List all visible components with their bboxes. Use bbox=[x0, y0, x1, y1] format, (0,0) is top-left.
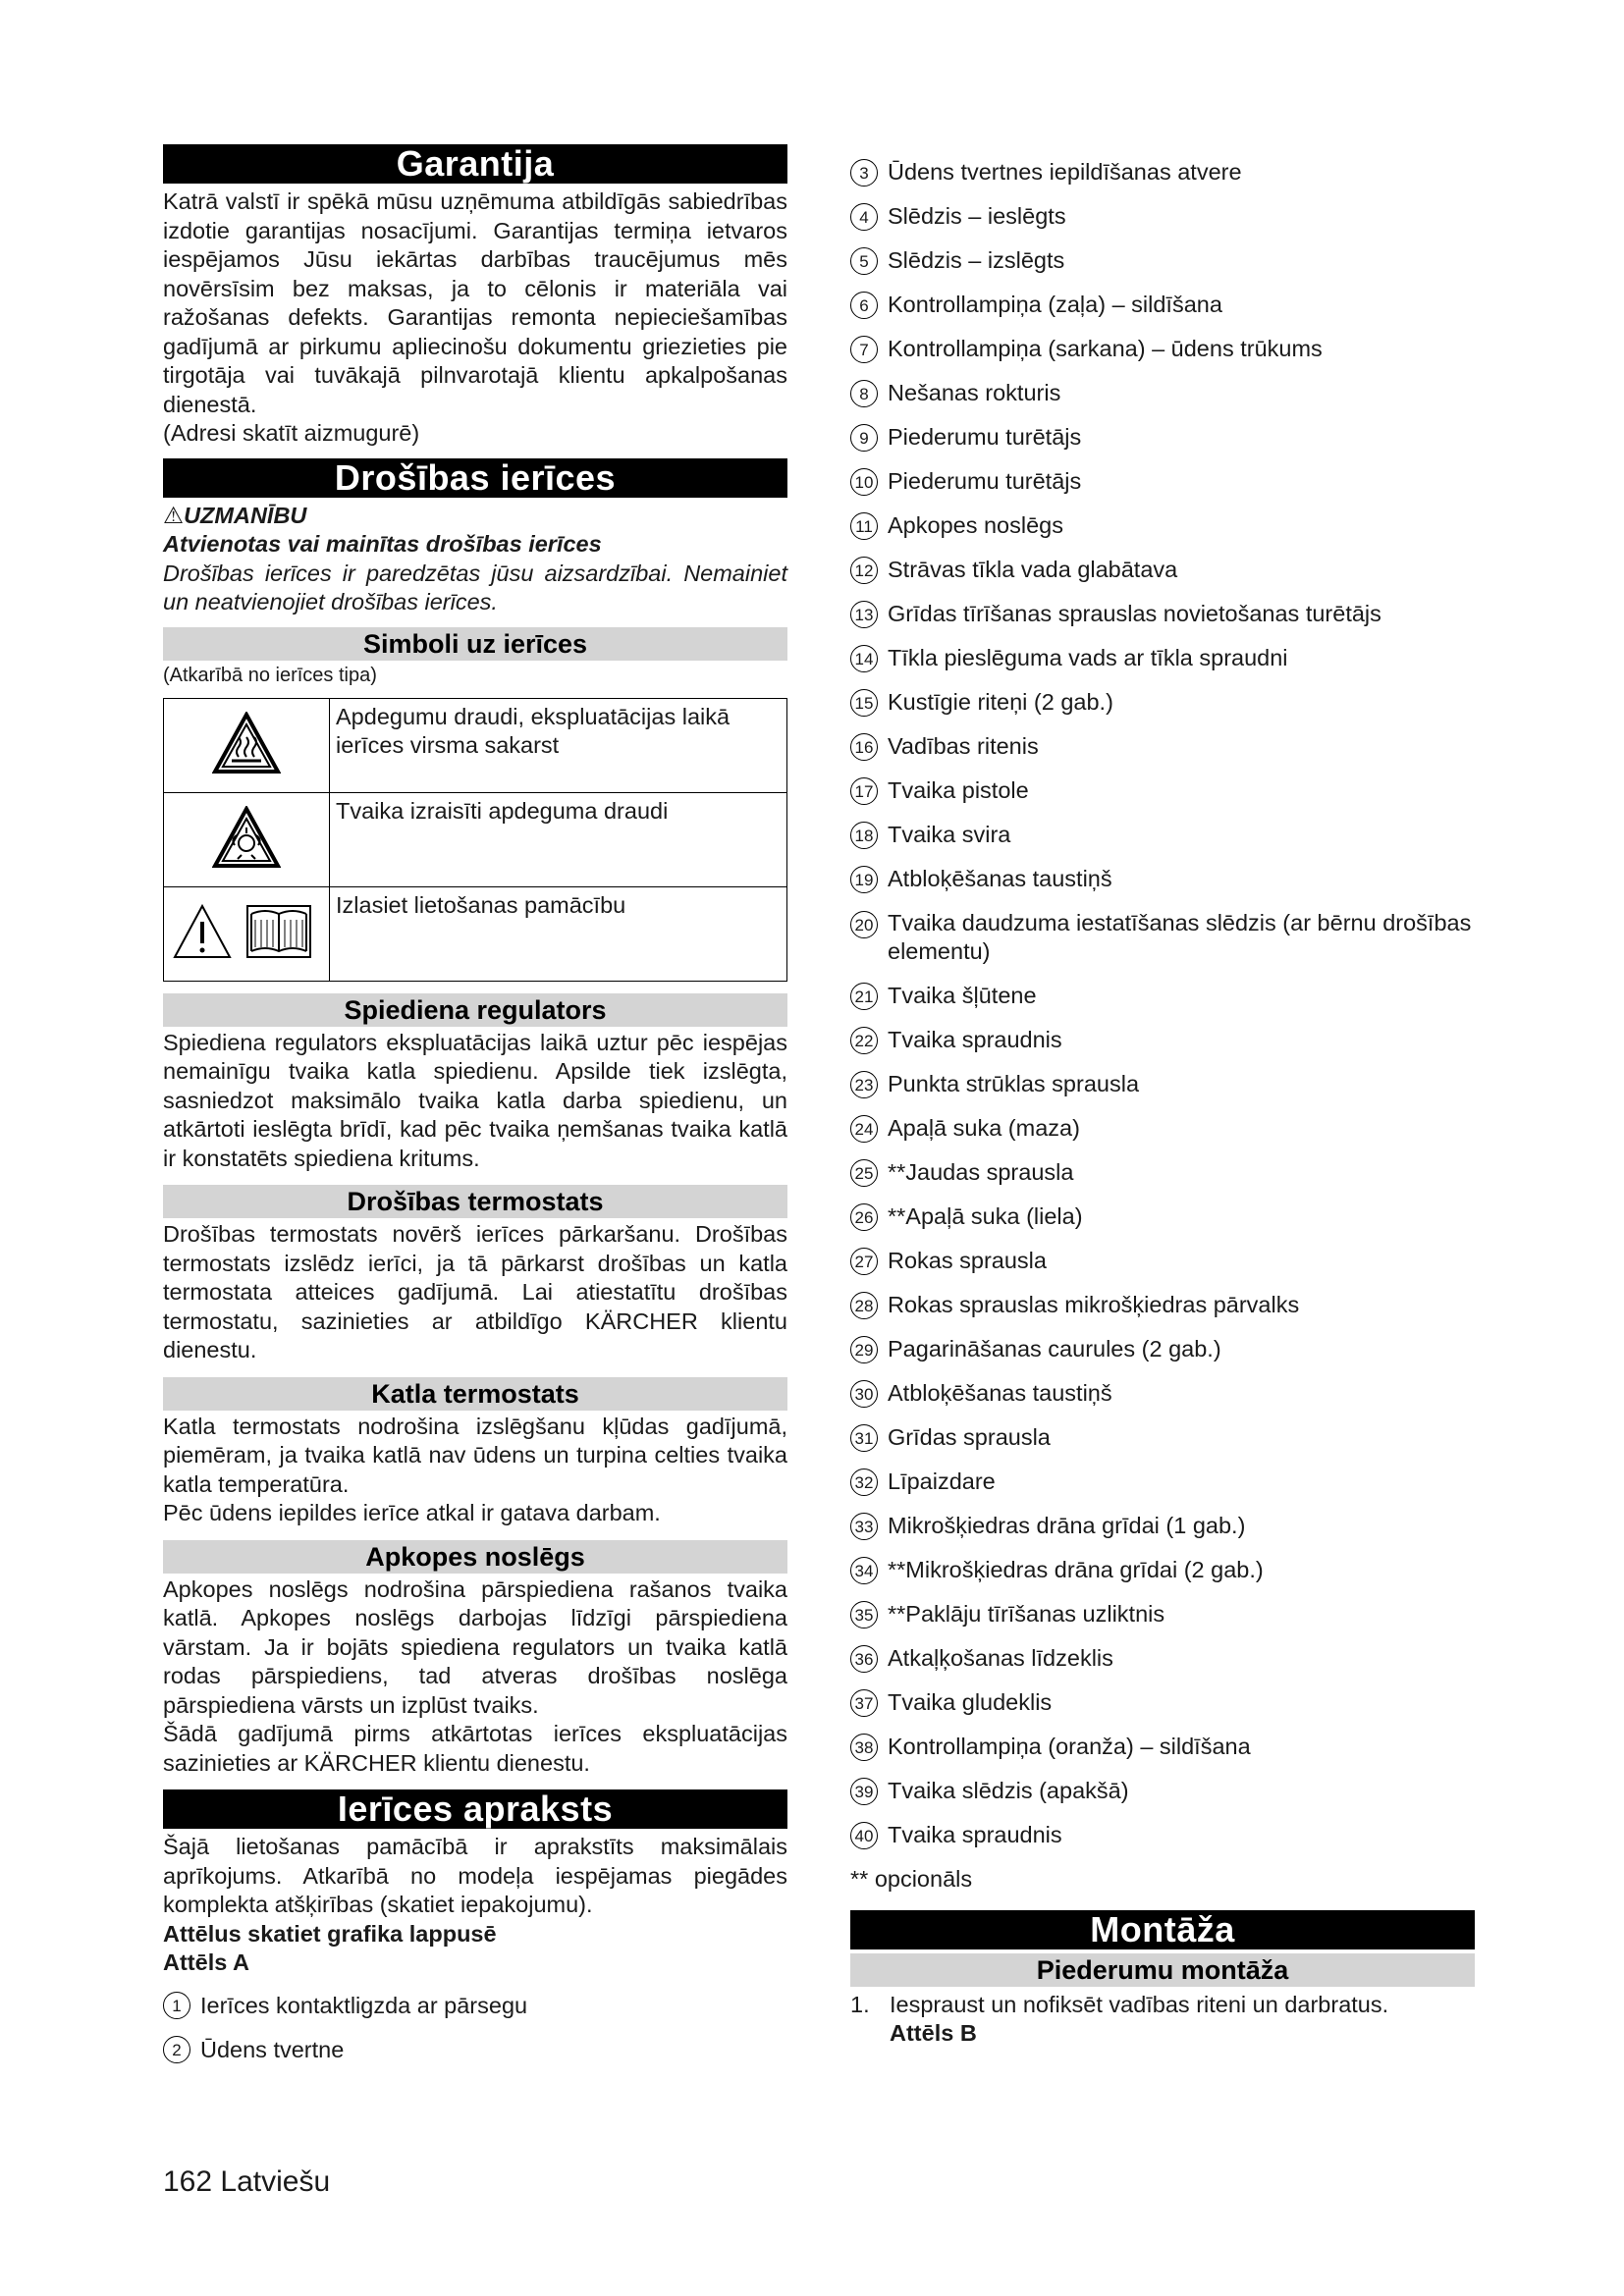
item-number: 23 bbox=[850, 1071, 878, 1098]
item-label: Strāvas tīkla vada glabātava bbox=[888, 557, 1178, 582]
list-item bbox=[850, 467, 1475, 496]
item-label: **Jaudas sprausla bbox=[888, 1159, 1074, 1185]
apkopes-heading: Apkopes noslēgs bbox=[163, 1540, 787, 1574]
list-item bbox=[163, 2036, 787, 2064]
symbols-table bbox=[163, 698, 787, 982]
apkopes-text: Apkopes noslēgs nodrošina pārspiediena rašanos tvaika katlā. Apkopes noslēgs darbojas līdzīgi pārspiediena vārstam. Ja ir bojāts spiediena regulators un tvaika katlā rodas pārspiediens, tad atveras drošības noslēga pārspiediena vārsts un izplūst tvaiks. bbox=[163, 1575, 787, 1718]
list-item bbox=[850, 1114, 1475, 1143]
list-item bbox=[850, 423, 1475, 452]
item-label: Piederumu turētājs bbox=[888, 424, 1082, 450]
item-number: 39 bbox=[850, 1778, 878, 1805]
list-item bbox=[850, 732, 1475, 761]
item-number: 36 bbox=[850, 1645, 878, 1673]
spiediena-heading: Spiediena regulators bbox=[163, 993, 787, 1027]
item-number: 2 bbox=[163, 2036, 190, 2063]
item-label: Vadības ritenis bbox=[888, 733, 1039, 759]
item-number: 7 bbox=[850, 336, 878, 363]
item-number: 13 bbox=[850, 601, 878, 628]
item-number: 21 bbox=[850, 983, 878, 1010]
item-number: 16 bbox=[850, 733, 878, 761]
symbol-text: Izlasiet lietošanas pamācību bbox=[330, 886, 787, 981]
item-label: Ūdens tvertnes iepildīšanas atvere bbox=[888, 159, 1242, 185]
step-figure-ref: Attēls B bbox=[890, 2019, 977, 2046]
item-number: 11 bbox=[850, 512, 878, 540]
apkopes-text-2: Šādā gadījumā pirms atkārtotas ierīces ekspluatācijas sazinieties ar KÄRCHER klientu dienestu. bbox=[163, 1721, 787, 1776]
item-number: 14 bbox=[850, 645, 878, 672]
list-item bbox=[850, 291, 1475, 319]
right-column bbox=[850, 158, 1475, 2048]
item-number: 29 bbox=[850, 1336, 878, 1363]
list-item bbox=[850, 1644, 1475, 1673]
list-item bbox=[850, 556, 1475, 584]
list-item bbox=[850, 1026, 1475, 1054]
item-number: 19 bbox=[850, 866, 878, 893]
item-label: Atbloķēšanas taustiņš bbox=[888, 1380, 1112, 1406]
list-item bbox=[163, 1992, 787, 2020]
katla-heading: Katla termostats bbox=[163, 1377, 787, 1411]
list-item bbox=[850, 1379, 1475, 1408]
list-item bbox=[850, 644, 1475, 672]
warning-text: Drošības ierīces ir paredzētas jūsu aizsardzībai. Nemainiet un neatvienojiet drošības ierīces. bbox=[163, 560, 787, 614]
item-label: **Apaļā suka (liela) bbox=[888, 1203, 1083, 1229]
item-label: Kontrollampiņa (oranža) – sildīšana bbox=[888, 1734, 1251, 1759]
optional-note: ** opcionāls bbox=[850, 1866, 973, 1892]
list-item bbox=[850, 688, 1475, 717]
list-item bbox=[850, 1556, 1475, 1584]
page-number: 162 bbox=[163, 2165, 213, 2198]
caution-label: ⚠UZMANĪBU bbox=[163, 502, 307, 528]
item-number: 9 bbox=[850, 424, 878, 452]
read-manual-icon bbox=[164, 886, 330, 981]
item-number: 5 bbox=[850, 247, 878, 275]
item-number: 26 bbox=[850, 1203, 878, 1231]
item-number: 4 bbox=[850, 203, 878, 231]
item-number: 10 bbox=[850, 468, 878, 496]
symbol-row bbox=[164, 698, 787, 792]
list-item bbox=[850, 511, 1475, 540]
item-label: Tvaika daudzuma iestatīšanas slēdzis (ar bērnu drošības elementu) bbox=[888, 910, 1472, 964]
item-label: Rokas sprausla bbox=[888, 1248, 1047, 1273]
step-content bbox=[890, 1991, 1388, 2048]
item-label: Punkta strūklas sprausla bbox=[888, 1071, 1140, 1096]
termostats-heading: Drošības termostats bbox=[163, 1185, 787, 1218]
list-item bbox=[850, 1821, 1475, 1849]
item-label: Atbloķēšanas taustiņš bbox=[888, 866, 1112, 891]
symbol-text: Apdegumu draudi, ekspluatācijas laikā ierīces virsma sakarst bbox=[330, 698, 787, 792]
figure-a-label: Attēls A bbox=[163, 1949, 249, 1975]
list-item bbox=[850, 158, 1475, 187]
item-label: Slēdzis – ieslēgts bbox=[888, 203, 1066, 229]
item-number: 37 bbox=[850, 1689, 878, 1717]
item-label: Rokas sprauslas mikrošķiedras pārvalks bbox=[888, 1292, 1300, 1317]
list-item bbox=[850, 982, 1475, 1010]
list-item bbox=[850, 1423, 1475, 1452]
item-label: Tvaika svira bbox=[888, 822, 1011, 847]
item-number: 33 bbox=[850, 1513, 878, 1540]
item-number: 31 bbox=[850, 1424, 878, 1452]
garantija-text: Katrā valstī ir spēkā mūsu uzņēmuma atbildīgās sabiedrības izdotie garantijas nosacījumi. Garantijas termiņa ietvaros iespējamos Jūsu iekārtas darbības traucējumus mēs novērsīsim bez maksas, ja to cēlonis ir materiāla vai ražošanas defekts. Garantijas remonta nepieciešamības gadījumā ar pirkumu apliecinošu dokumentu griezieties pie tirgotāja vai tuvākajā pilnvarotajā klientu apkalpošanas dienestā. bbox=[163, 188, 787, 417]
item-number: 40 bbox=[850, 1822, 878, 1849]
item-label: Līpaizdare bbox=[888, 1468, 996, 1494]
step-number: 1. bbox=[850, 1991, 870, 2017]
item-label: Slēdzis – izslēgts bbox=[888, 247, 1065, 273]
list-item bbox=[850, 379, 1475, 407]
list-item bbox=[850, 1202, 1475, 1231]
item-label: Atkaļķošanas līdzeklis bbox=[888, 1645, 1113, 1671]
item-number: 38 bbox=[850, 1734, 878, 1761]
step-1 bbox=[850, 1991, 1475, 2048]
item-number: 27 bbox=[850, 1248, 878, 1275]
item-number: 1 bbox=[163, 1992, 190, 2019]
item-number: 22 bbox=[850, 1027, 878, 1054]
item-number: 28 bbox=[850, 1292, 878, 1319]
item-label: Kustīgie riteņi (2 gab.) bbox=[888, 689, 1113, 715]
item-label: Apaļā suka (maza) bbox=[888, 1115, 1080, 1141]
item-label: Grīdas sprausla bbox=[888, 1424, 1051, 1450]
item-number: 34 bbox=[850, 1557, 878, 1584]
item-number: 15 bbox=[850, 689, 878, 717]
item-number: 20 bbox=[850, 911, 878, 938]
list-item bbox=[850, 246, 1475, 275]
garantija-heading: Garantija bbox=[163, 144, 787, 184]
piederumu-heading: Piederumu montāža bbox=[850, 1953, 1475, 1987]
parts-list-right bbox=[850, 158, 1475, 1849]
symbol-row bbox=[164, 792, 787, 886]
apraksts-heading: Ierīces apraksts bbox=[163, 1789, 787, 1829]
item-label: Tīkla pieslēguma vads ar tīkla spraudni bbox=[888, 645, 1288, 670]
parts-list-left bbox=[163, 1992, 787, 2064]
figures-reference: Attēlus skatiet grafika lappusē bbox=[163, 1920, 497, 1947]
item-label: Tvaika pistole bbox=[888, 777, 1029, 803]
list-item bbox=[850, 776, 1475, 805]
footer-language: Latviešu bbox=[220, 2165, 331, 2198]
page-footer bbox=[163, 2165, 330, 2199]
item-number: 12 bbox=[850, 557, 878, 584]
list-item bbox=[850, 1335, 1475, 1363]
garantija-address-note: (Adresi skatīt aizmugurē) bbox=[163, 420, 420, 446]
item-label: Mikrošķiedras drāna grīdai (1 gab.) bbox=[888, 1513, 1246, 1538]
item-number: 17 bbox=[850, 777, 878, 805]
list-item bbox=[850, 1158, 1475, 1187]
list-item bbox=[850, 865, 1475, 893]
item-number: 3 bbox=[850, 159, 878, 187]
item-number: 35 bbox=[850, 1601, 878, 1629]
item-label: **Paklāju tīrīšanas uzliktnis bbox=[888, 1601, 1165, 1627]
warning-title: Atvienotas vai mainītas drošības ierīces bbox=[163, 531, 602, 557]
list-item bbox=[850, 1468, 1475, 1496]
list-item bbox=[850, 202, 1475, 231]
item-label: Grīdas tīrīšanas sprauslas novietošanas turētājs bbox=[888, 601, 1381, 626]
apraksts-text: Šajā lietošanas pamācībā ir aprakstīts maksimālais aprīkojums. Atkarībā no modeļa iespējamas piegādes komplekta atšķirības (skatiet iepakojumu). bbox=[163, 1834, 787, 1917]
item-label: Ūdens tvertne bbox=[200, 2036, 345, 2062]
hot-surface-icon bbox=[164, 698, 330, 792]
item-number: 24 bbox=[850, 1115, 878, 1143]
simboli-note: (Atkarībā no ierīces tipa) bbox=[163, 664, 377, 686]
list-item bbox=[850, 821, 1475, 849]
list-item bbox=[850, 909, 1475, 966]
termostats-text: Drošības termostats novērš ierīces pārkaršanu. Drošības termostats izslēdz ierīci, ja tā pārkarst drošības un katla termostata atteices gadījumā. Lai atiestatītu drošības termostatu, sazinieties ar atbildīgo KÄRCHER klientu dienestu. bbox=[163, 1221, 787, 1362]
item-number: 30 bbox=[850, 1380, 878, 1408]
item-label: Ierīces kontaktligzda ar pārsegu bbox=[200, 1992, 528, 2018]
item-number: 25 bbox=[850, 1159, 878, 1187]
item-number: 8 bbox=[850, 380, 878, 407]
list-item bbox=[850, 1777, 1475, 1805]
list-item bbox=[850, 600, 1475, 628]
left-column bbox=[163, 144, 787, 2080]
drosibas-heading: Drošības ierīces bbox=[163, 458, 787, 498]
item-label: Pagarināšanas caurules (2 gab.) bbox=[888, 1336, 1221, 1362]
list-item bbox=[850, 1512, 1475, 1540]
item-label: Kontrollampiņa (zaļa) – sildīšana bbox=[888, 292, 1222, 317]
list-item bbox=[850, 1247, 1475, 1275]
spiediena-text: Spiediena regulators ekspluatācijas laikā uztur pēc iespējas nemainīgu tvaika katla spiedienu. Apsilde tiek izslēgta, sasniedzot maksimālo tvaika katla darba spiedienu, un atkārtoti ieslēgta brīdī, kad pēc tvaika ņemšanas tvaika katlā ir konstatēts spiediena kritums. bbox=[163, 1029, 787, 1171]
item-number: 18 bbox=[850, 822, 878, 849]
symbol-row bbox=[164, 886, 787, 981]
list-item bbox=[850, 1070, 1475, 1098]
item-label: Apkopes noslēgs bbox=[888, 512, 1063, 538]
item-label: Nešanas rokturis bbox=[888, 380, 1061, 405]
list-item bbox=[850, 1688, 1475, 1717]
steam-burn-icon bbox=[164, 792, 330, 886]
list-item bbox=[850, 335, 1475, 363]
list-item bbox=[850, 1600, 1475, 1629]
item-label: Tvaika šļūtene bbox=[888, 983, 1037, 1008]
item-label: Tvaika gludeklis bbox=[888, 1689, 1053, 1715]
item-label: Tvaika spraudnis bbox=[888, 1027, 1062, 1052]
item-label: **Mikrošķiedras drāna grīdai (2 gab.) bbox=[888, 1557, 1264, 1582]
list-item bbox=[850, 1733, 1475, 1761]
item-label: Kontrollampiņa (sarkana) – ūdens trūkums bbox=[888, 336, 1323, 361]
step-text: Iespraust un nofiksēt vadības riteni un darbratus. bbox=[890, 1991, 1389, 2017]
item-label: Tvaika slēdzis (apakšā) bbox=[888, 1778, 1129, 1803]
simboli-heading: Simboli uz ierīces bbox=[163, 627, 787, 661]
symbol-text: Tvaika izraisīti apdeguma draudi bbox=[330, 792, 787, 886]
item-label: Tvaika spraudnis bbox=[888, 1822, 1062, 1847]
item-number: 6 bbox=[850, 292, 878, 319]
montaza-heading: Montāža bbox=[850, 1910, 1475, 1949]
katla-text: Katla termostats nodrošina izslēgšanu kļūdas gadījumā, piemēram, ja tvaika katlā nav ūdens un turpina celties tvaika katla temperatūra. bbox=[163, 1413, 787, 1497]
item-label: Piederumu turētājs bbox=[888, 468, 1082, 494]
item-number: 32 bbox=[850, 1468, 878, 1496]
list-item bbox=[850, 1291, 1475, 1319]
katla-text-2: Pēc ūdens iepildes ierīce atkal ir gatava darbam. bbox=[163, 1500, 661, 1525]
